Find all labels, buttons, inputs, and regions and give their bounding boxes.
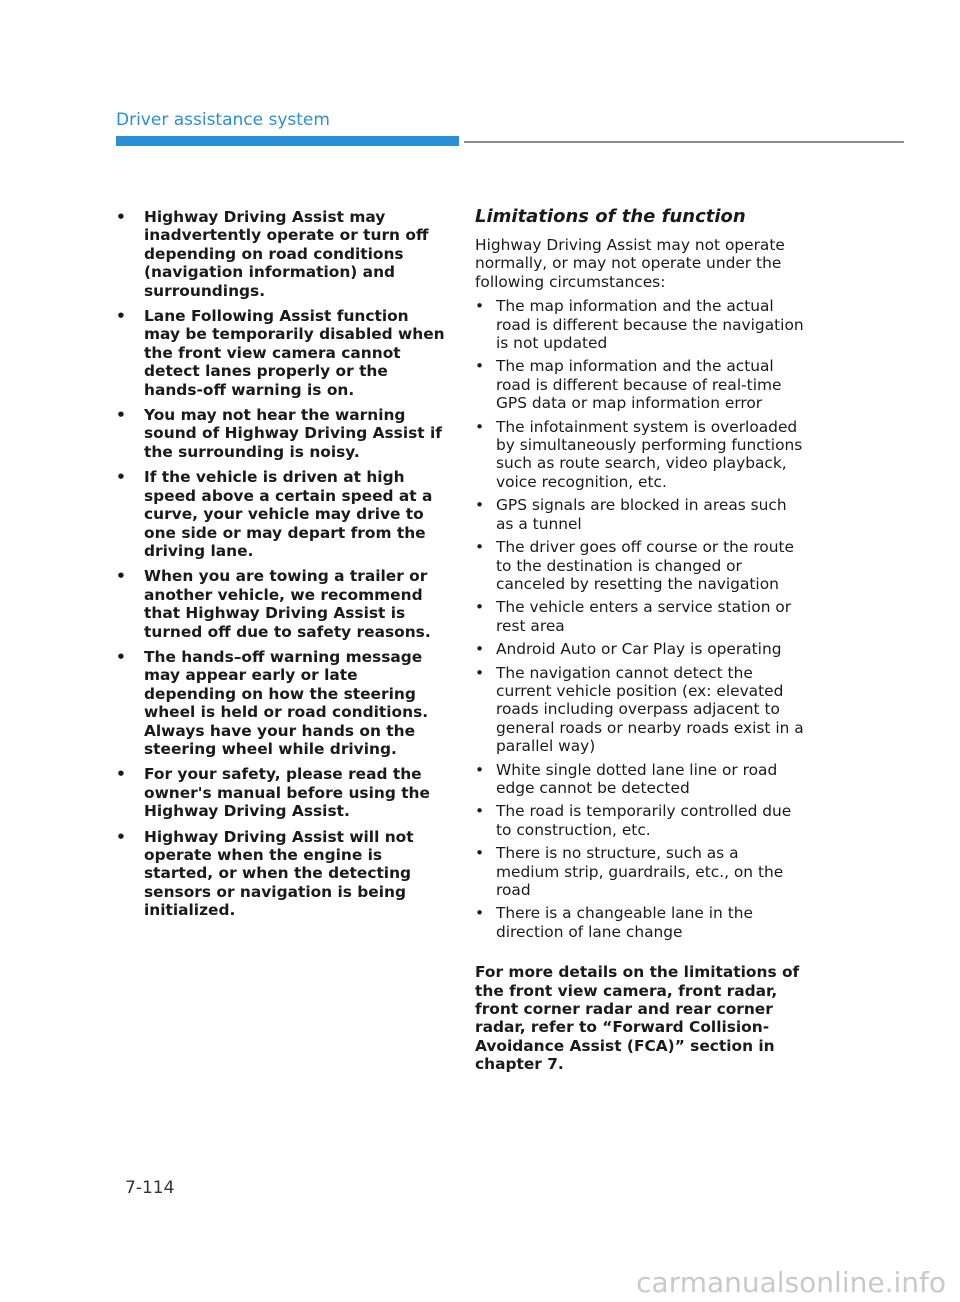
limitation-item: • The infotainment system is overloaded by simultaneously performing functions such as route search, video playback, voice recognition, etc. xyxy=(475,418,805,492)
caution-item: • Highway Driving Assist may inadvertently operate or turn off depending on road conditions (navigation information) and surroundings. xyxy=(116,208,446,300)
limitations-heading: Limitations of the function xyxy=(475,206,746,227)
limitation-item: • There is a changeable lane in the direction of lane change xyxy=(475,904,805,941)
caution-item: • The hands–off warning message may appear early or late depending on how the steering wheel is held or road conditions. Always have your hands on the steering wheel while driving. xyxy=(116,648,446,758)
left-column xyxy=(116,208,446,927)
caution-item: • When you are towing a trailer or another vehicle, we recommend that Highway Driving Assist is turned off due to safety reasons. xyxy=(116,567,446,641)
limitation-item: • The map information and the actual road is different because the navigation is not updated xyxy=(475,297,805,352)
watermark: carmanualsonline.info xyxy=(636,1266,946,1299)
limitation-item: • Android Auto or Car Play is operating xyxy=(475,640,805,658)
limitation-item: • GPS signals are blocked in areas such as a tunnel xyxy=(475,496,805,533)
section-title: Driver assistance system xyxy=(116,110,330,130)
caution-item: • For your safety, please read the owner's manual before using the Highway Driving Assist. xyxy=(116,765,446,820)
limitation-item: • The map information and the actual road is different because of real-time GPS data or map information error xyxy=(475,357,805,412)
limitation-item: • There is no structure, such as a medium strip, guardrails, etc., on the road xyxy=(475,844,805,899)
caution-list xyxy=(116,208,446,920)
caution-item: • Lane Following Assist function may be temporarily disabled when the front view camera cannot detect lanes properly or the hands-off warning is on. xyxy=(116,307,446,399)
limitation-item: • The driver goes off course or the route to the destination is changed or canceled by resetting the navigation xyxy=(475,538,805,593)
limitations-intro: Highway Driving Assist may not operate normally, or may not operate under the following circumstances: xyxy=(475,236,785,291)
caution-item: • If the vehicle is driven at high speed above a certain speed at a curve, your vehicle may drive to one side or may depart from the driving lane. xyxy=(116,468,446,560)
limitation-item: • White single dotted lane line or road edge cannot be detected xyxy=(475,761,805,798)
page-number: 7-114 xyxy=(125,1178,175,1198)
limitation-item: • The road is temporarily controlled due to construction, etc. xyxy=(475,802,805,839)
right-column xyxy=(475,206,805,1089)
limitation-item: • The navigation cannot detect the current vehicle position (ex: elevated roads including overpass adjacent to general roads or nearby roads exist in a parallel way) xyxy=(475,664,805,756)
limitations-list xyxy=(475,297,805,941)
caution-item: • Highway Driving Assist will not operate when the engine is started, or when the detecting sensors or navigation is being initialized. xyxy=(116,828,446,920)
more-details-note: For more details on the limitations of the front view camera, front radar, front corner radar and rear corner radar, refer to “Forward Collision-Avoidance Assist (FCA)” section in chapter 7. xyxy=(475,963,800,1074)
header-accent-bar xyxy=(116,136,459,146)
caution-item: • You may not hear the warning sound of Highway Driving Assist if the surrounding is noisy. xyxy=(116,406,446,461)
limitation-item: • The vehicle enters a service station or rest area xyxy=(475,598,805,635)
header-divider xyxy=(464,141,904,143)
